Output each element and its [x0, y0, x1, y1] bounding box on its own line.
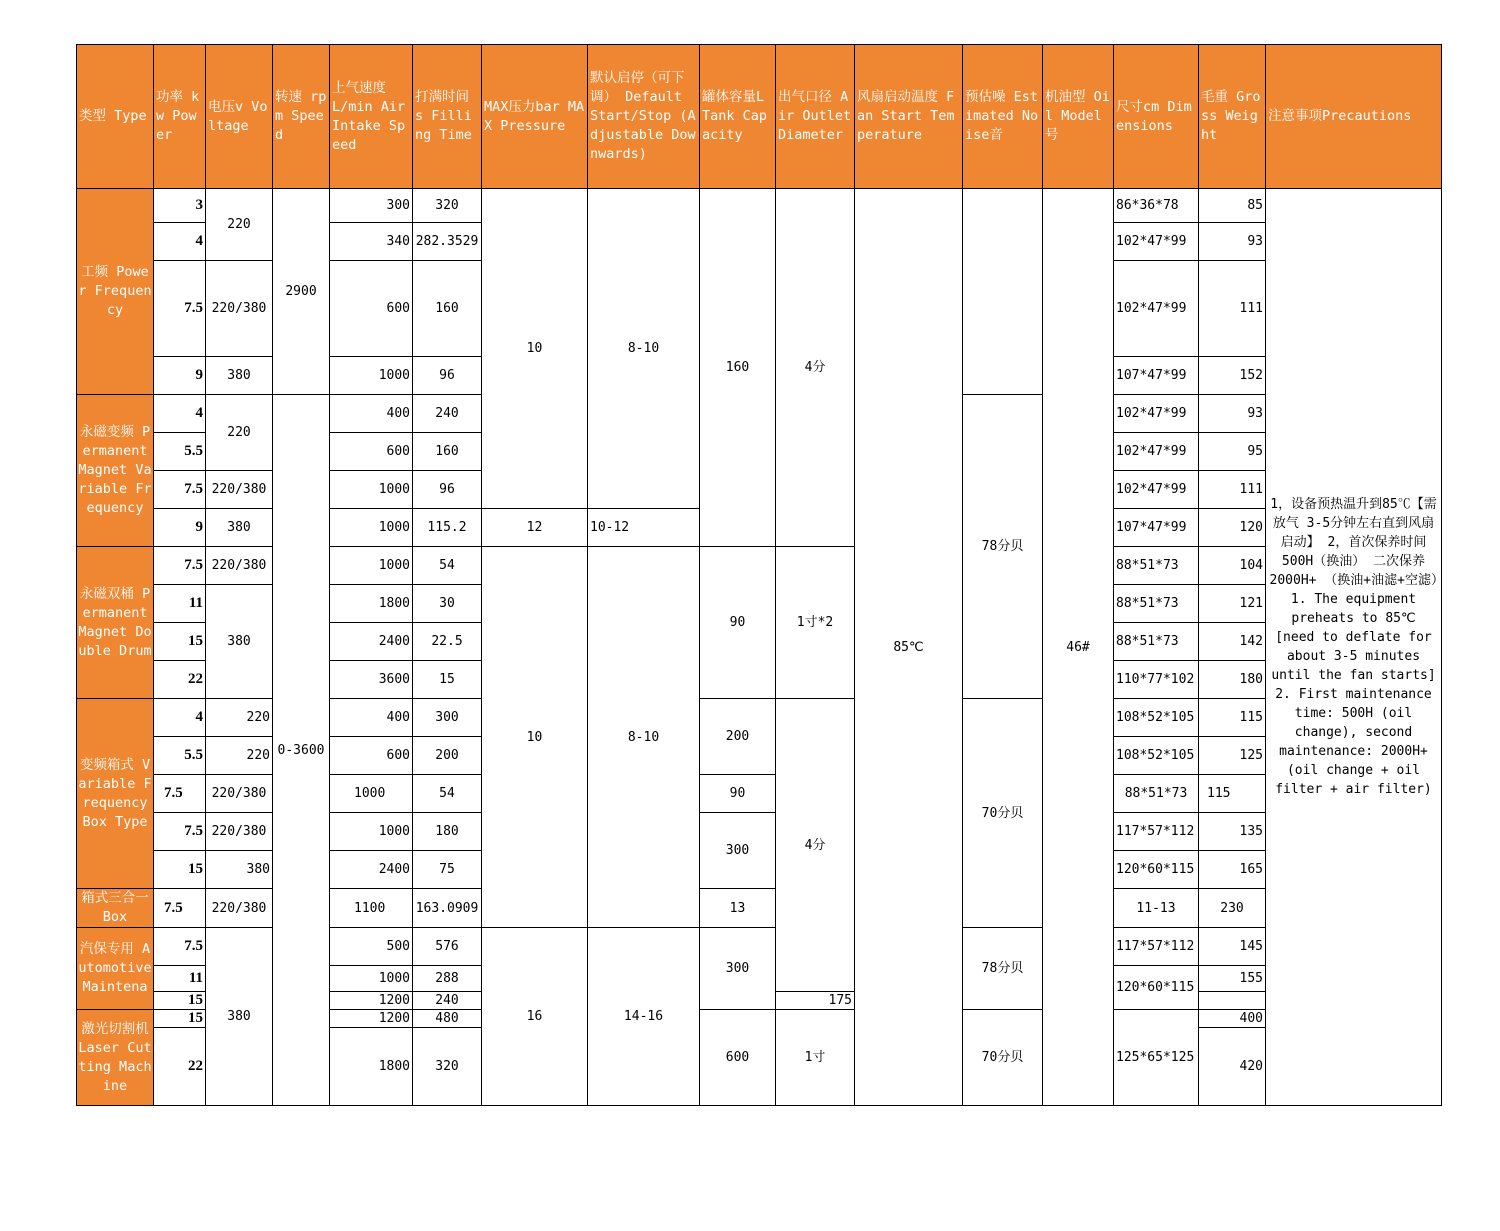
weight-cell: 152 [1199, 357, 1266, 395]
intake-cell: 3600 [330, 661, 413, 699]
voltage-cell: 220/380 [206, 261, 273, 357]
power-cell: 4 [154, 223, 206, 261]
dimension-cell: 102*47*99 [1114, 471, 1199, 509]
header-pressure: MAX压力bar MAX Pressure [482, 45, 588, 189]
intake-cell: 2400 [330, 851, 413, 889]
startstop-cell: 11-13 [1114, 889, 1199, 928]
power-cell: 15 [154, 992, 206, 1010]
header-weight: 毛重 Gross Weight [1199, 45, 1266, 189]
power-cell: 7.5 [154, 928, 206, 966]
header-tank: 罐体容量L Tank Capacity [700, 45, 776, 189]
power-cell: 7.5 [154, 471, 206, 509]
header-outlet: 出气口径 Air Outlet Diameter [776, 45, 855, 189]
intake-cell: 1100 [330, 889, 413, 928]
power-cell: 5.5 [154, 433, 206, 471]
weight-cell: 165 [1199, 851, 1266, 889]
pressure-cell: 10 [482, 547, 588, 928]
dimension-cell: 120*60*115 [1114, 966, 1199, 1010]
tank-cell: 90 [700, 547, 776, 699]
weight-cell: 115 [1199, 699, 1266, 737]
dimension-cell: 110*77*102 [1114, 661, 1199, 699]
power-cell: 9 [154, 509, 206, 547]
tank-cell: 90 [700, 775, 776, 813]
outlet-cell: 4分 [776, 699, 855, 992]
dimension-cell: 117*57*112 [1114, 813, 1199, 851]
dimension-cell: 125*65*125 [1114, 1010, 1199, 1106]
category-pm-double: 永磁双桶 Permanent Magnet Double Drum [77, 547, 154, 699]
weight-cell: 121 [1199, 585, 1266, 623]
intake-cell: 600 [330, 737, 413, 775]
dimension-cell: 88*51*73 [1114, 775, 1199, 813]
filling-cell: 30 [413, 585, 482, 623]
weight-cell: 180 [1199, 661, 1266, 699]
filling-cell: 576 [413, 928, 482, 966]
filling-cell: 22.5 [413, 623, 482, 661]
filling-cell: 96 [413, 471, 482, 509]
table-row [77, 189, 1442, 223]
filling-cell: 240 [413, 992, 482, 1010]
power-cell: 15 [154, 851, 206, 889]
intake-cell: 1000 [330, 509, 413, 547]
voltage-cell: 220/380 [206, 889, 273, 928]
category-power-frequency: 工频 Power Frequency [77, 189, 154, 395]
noise-cell [963, 189, 1043, 395]
weight-cell: 85 [1199, 189, 1266, 223]
intake-cell: 1200 [330, 1010, 413, 1028]
intake-cell: 1800 [330, 585, 413, 623]
filling-cell: 115.2 [413, 509, 482, 547]
voltage-cell: 380 [206, 928, 273, 1106]
precautions-cell: 1，设备预热温升到85℃【需放气 3-5分钟左右直到风扇启动】 2，首次保养时间500H（换油） 二次保养2000H+ （换油+油滤+空滤）1. The equipment preheats to 85℃ [need to deflate for about 3-5 minutes until the fan starts] 2. First maintenance time: 500H (oil change), second maintenance: 2000H+ (oil change + oil filter + air filter) [1266, 189, 1442, 1106]
header-intake: 上气速度 L/min Air Intake Speed [330, 45, 413, 189]
power-cell: 7.5 [154, 261, 206, 357]
pressure-cell: 16 [482, 928, 588, 1106]
filling-cell: 54 [413, 775, 482, 813]
outlet-cell: 1寸*2 [776, 547, 855, 699]
filling-cell: 288 [413, 966, 482, 992]
intake-cell: 1800 [330, 1028, 413, 1106]
filling-cell: 163.0909 [413, 889, 482, 928]
voltage-cell: 220/380 [206, 547, 273, 585]
weight-cell: 142 [1199, 623, 1266, 661]
dimension-cell: 102*47*99 [1114, 395, 1199, 433]
header-row [77, 45, 1442, 189]
outlet-cell: 4分 [776, 189, 855, 547]
dimension-cell: 108*52*105 [1114, 737, 1199, 775]
dimension-cell: 117*57*112 [1114, 928, 1199, 966]
category-box-three: 箱式三合一Box [77, 889, 154, 928]
voltage-cell: 380 [206, 585, 273, 699]
category-automotive: 汽保专用 Automotive Maintena [77, 928, 154, 1010]
power-cell: 5.5 [154, 737, 206, 775]
filling-cell: 54 [413, 547, 482, 585]
speed-cell: 2900 [273, 189, 330, 395]
intake-cell: 400 [330, 395, 413, 433]
voltage-cell: 380 [206, 357, 273, 395]
filling-cell: 96 [413, 357, 482, 395]
pressure-cell: 13 [700, 889, 776, 928]
header-speed: 转速 rpm Speed [273, 45, 330, 189]
header-type: 类型 Type [77, 45, 154, 189]
intake-cell: 1000 [330, 966, 413, 992]
category-vf-box: 变频箱式 Variable Frequency Box Type [77, 699, 154, 889]
power-cell: 11 [154, 585, 206, 623]
header-voltage: 电压v Voltage [206, 45, 273, 189]
intake-cell: 1000 [330, 775, 413, 813]
header-filling: 打满时间 s Filling Time [413, 45, 482, 189]
noise-cell: 70分贝 [963, 699, 1043, 928]
power-cell: 15 [154, 1010, 206, 1028]
power-cell: 22 [154, 661, 206, 699]
power-cell: 22 [154, 1028, 206, 1106]
dimension-cell: 102*47*99 [1114, 261, 1199, 357]
dimension-cell: 88*51*73 [1114, 547, 1199, 585]
voltage-cell: 220/380 [206, 813, 273, 851]
voltage-cell: 220 [206, 395, 273, 471]
pressure-cell: 12 [482, 509, 588, 547]
header-noise: 预估噪 Estimated Noise音 [963, 45, 1043, 189]
filling-cell: 180 [413, 813, 482, 851]
header-oil: 机油型 Oil Model号 [1043, 45, 1114, 189]
fan-temp-cell: 85℃ [855, 189, 963, 1106]
power-cell: 9 [154, 357, 206, 395]
weight-cell: 175 [776, 992, 855, 1010]
dimension-cell: 120*60*115 [1114, 851, 1199, 889]
startstop-cell: 10-12 [588, 509, 700, 547]
intake-cell: 400 [330, 699, 413, 737]
header-dimensions: 尺寸cm Dimensions [1114, 45, 1199, 189]
voltage-cell: 380 [206, 851, 273, 889]
weight-cell: 93 [1199, 223, 1266, 261]
power-cell: 3 [154, 189, 206, 223]
filling-cell: 480 [413, 1010, 482, 1028]
noise-cell: 70分贝 [963, 1010, 1043, 1106]
outlet-cell: 1寸 [776, 1010, 855, 1106]
intake-cell: 2400 [330, 623, 413, 661]
category-laser: 激光切割机Laser Cutting Machine [77, 1010, 154, 1106]
speed-cell: 0-3600 [273, 395, 330, 1106]
intake-cell: 340 [330, 223, 413, 261]
tank-cell: 160 [700, 189, 776, 547]
filling-cell: 160 [413, 433, 482, 471]
header-power: 功率 kw Power [154, 45, 206, 189]
pressure-cell: 10 [482, 189, 588, 509]
power-cell: 4 [154, 699, 206, 737]
tank-cell: 200 [700, 699, 776, 775]
startstop-cell: 8-10 [588, 547, 700, 928]
header-startstop: 默认启停（可下调） Default Start/Stop (Adjustable Downwards) [588, 45, 700, 189]
filling-cell: 200 [413, 737, 482, 775]
startstop-cell: 8-10 [588, 189, 700, 509]
voltage-cell: 220 [206, 189, 273, 261]
dimension-cell: 107*47*99 [1114, 357, 1199, 395]
tank-cell: 230 [1199, 889, 1266, 928]
power-cell: 4 [154, 395, 206, 433]
weight-cell: 111 [1199, 261, 1266, 357]
dimension-cell: 108*52*105 [1114, 699, 1199, 737]
weight-cell: 104 [1199, 547, 1266, 585]
header-precautions: 注意事项Precautions [1266, 45, 1442, 189]
dimension-cell: 102*47*99 [1114, 223, 1199, 261]
weight-cell: 135 [1199, 813, 1266, 851]
filling-cell: 282.3529 [413, 223, 482, 261]
weight-cell: 115 [1199, 775, 1266, 813]
voltage-cell: 220 [206, 737, 273, 775]
oil-cell: 46# [1043, 189, 1114, 1106]
weight-cell: 145 [1199, 928, 1266, 966]
filling-cell: 15 [413, 661, 482, 699]
tank-cell: 300 [700, 928, 776, 1010]
dimension-cell: 88*51*73 [1114, 585, 1199, 623]
voltage-cell: 220/380 [206, 471, 273, 509]
weight-cell: 95 [1199, 433, 1266, 471]
weight-cell: 93 [1199, 395, 1266, 433]
filling-cell: 320 [413, 1028, 482, 1106]
intake-cell: 1000 [330, 357, 413, 395]
startstop-cell: 14-16 [588, 928, 700, 1106]
power-cell: 7.5 [154, 547, 206, 585]
intake-cell: 1000 [330, 813, 413, 851]
power-cell: 11 [154, 966, 206, 992]
noise-cell: 78分贝 [963, 395, 1043, 699]
intake-cell: 300 [330, 189, 413, 223]
intake-cell: 600 [330, 261, 413, 357]
weight-cell: 120 [1199, 509, 1266, 547]
filling-cell: 240 [413, 395, 482, 433]
category-pm-variable: 永磁变频 Permanent Magnet Variable Frequency [77, 395, 154, 547]
power-cell: 7.5 [154, 889, 206, 928]
filling-cell: 160 [413, 261, 482, 357]
weight-cell: 420 [1199, 1028, 1266, 1106]
weight-cell: 111 [1199, 471, 1266, 509]
dimension-cell: 88*51*73 [1114, 623, 1199, 661]
dimension-cell: 86*36*78 [1114, 189, 1199, 223]
intake-cell: 1000 [330, 547, 413, 585]
weight-cell: 400 [1199, 1010, 1266, 1028]
intake-cell: 500 [330, 928, 413, 966]
noise-cell: 78分贝 [963, 928, 1043, 1010]
intake-cell: 600 [330, 433, 413, 471]
dimension-cell: 107*47*99 [1114, 509, 1199, 547]
tank-cell: 600 [700, 1010, 776, 1106]
filling-cell: 300 [413, 699, 482, 737]
spec-table [76, 44, 1442, 1106]
header-fan: 风扇启动温度 Fan Start Temperature [855, 45, 963, 189]
intake-cell: 1200 [330, 992, 413, 1010]
intake-cell: 1000 [330, 471, 413, 509]
weight-cell: 155 [1199, 966, 1266, 992]
power-cell: 15 [154, 623, 206, 661]
power-cell: 7.5 [154, 813, 206, 851]
tank-cell: 300 [700, 813, 776, 889]
weight-cell: 125 [1199, 737, 1266, 775]
voltage-cell: 220 [206, 699, 273, 737]
power-cell: 7.5 [154, 775, 206, 813]
voltage-cell: 380 [206, 509, 273, 547]
voltage-cell: 220/380 [206, 775, 273, 813]
filling-cell: 320 [413, 189, 482, 223]
dimension-cell: 102*47*99 [1114, 433, 1199, 471]
filling-cell: 75 [413, 851, 482, 889]
